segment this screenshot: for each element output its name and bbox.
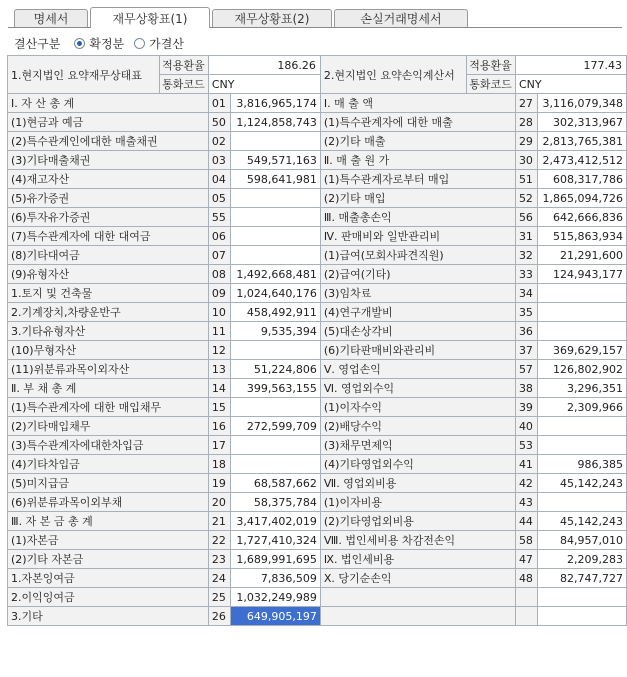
table-row xyxy=(8,379,627,398)
income-item-label: (5)대손상각비 xyxy=(320,322,515,341)
income-item-amount[interactable]: 84,957,010 xyxy=(537,531,626,550)
balance-item-label: (7)특수관계자에 대한 대여금 xyxy=(8,227,209,246)
balance-sheet-title: 1.현지법인 요약재무상태표 xyxy=(8,56,160,94)
income-item-amount[interactable] xyxy=(537,303,626,322)
balance-item-amount[interactable] xyxy=(230,189,320,208)
income-item-label: Ⅲ. 매출총손익 xyxy=(320,208,515,227)
radio-unchecked-icon[interactable] xyxy=(134,38,145,49)
balance-item-label: (1)현금과 예금 xyxy=(8,113,209,132)
income-item-code: 48 xyxy=(515,569,537,588)
income-item-label: (1)이자비용 xyxy=(320,493,515,512)
radio-checked-icon[interactable] xyxy=(74,38,85,49)
balance-item-code: 22 xyxy=(208,531,230,550)
balance-item-amount[interactable] xyxy=(230,246,320,265)
income-item-amount[interactable]: 986,385 xyxy=(537,455,626,474)
balance-item-code: 50 xyxy=(208,113,230,132)
table-row xyxy=(8,170,627,189)
income-item-code: 31 xyxy=(515,227,537,246)
balance-item-amount[interactable]: 1,024,640,176 xyxy=(230,284,320,303)
table-row xyxy=(8,512,627,531)
income-item-code: 35 xyxy=(515,303,537,322)
table-row xyxy=(8,303,627,322)
income-item-label: Ⅹ. 당기순손익 xyxy=(320,569,515,588)
income-item-label: (1)이자수익 xyxy=(320,398,515,417)
income-item-amount[interactable] xyxy=(537,417,626,436)
table-row xyxy=(8,550,627,569)
income-item-amount[interactable] xyxy=(537,322,626,341)
balance-item-amount[interactable]: 58,375,784 xyxy=(230,493,320,512)
balance-item-label: 2.이익잉여금 xyxy=(8,588,209,607)
income-item-label: (1)특수관계자로부터 매입 xyxy=(320,170,515,189)
income-item-code: 58 xyxy=(515,531,537,550)
income-item-code: 57 xyxy=(515,360,537,379)
balance-item-amount[interactable] xyxy=(230,341,320,360)
income-item-amount[interactable]: 2,813,765,381 xyxy=(537,132,626,151)
balance-item-amount[interactable] xyxy=(230,227,320,246)
balance-item-code: 25 xyxy=(208,588,230,607)
balance-item-amount[interactable]: 1,689,991,695 xyxy=(230,550,320,569)
balance-item-code: 18 xyxy=(208,455,230,474)
balance-item-code: 15 xyxy=(208,398,230,417)
balance-item-label: (10)무형자산 xyxy=(8,341,209,360)
table-row xyxy=(8,208,627,227)
income-item-amount[interactable]: 515,863,934 xyxy=(537,227,626,246)
balance-item-label: (9)유형자산 xyxy=(8,265,209,284)
balance-item-code: 07 xyxy=(208,246,230,265)
table-row xyxy=(8,246,627,265)
table-row xyxy=(8,94,627,113)
balance-item-amount[interactable]: 272,599,709 xyxy=(230,417,320,436)
table-row xyxy=(8,227,627,246)
balance-item-label: 2.기계장치,차량운반구 xyxy=(8,303,209,322)
financial-status-grid xyxy=(7,55,627,626)
balance-item-label: Ⅰ. 자 산 총 계 xyxy=(8,94,209,113)
income-item-amount[interactable] xyxy=(537,436,626,455)
balance-item-code: 03 xyxy=(208,151,230,170)
table-row xyxy=(8,417,627,436)
income-item-label: Ⅰ. 매 출 액 xyxy=(320,94,515,113)
income-item-amount[interactable]: 126,802,902 xyxy=(537,360,626,379)
income-statement-title: 2.현지법인 요약손익계산서 xyxy=(320,56,466,94)
balance-item-amount[interactable]: 399,563,155 xyxy=(230,379,320,398)
right-rate-label: 적용환율 xyxy=(467,56,516,75)
table-row xyxy=(8,569,627,588)
income-item-label: (2)급여(기타) xyxy=(320,265,515,284)
balance-item-label: Ⅲ. 자 본 금 총 계 xyxy=(8,512,209,531)
balance-item-code: 12 xyxy=(208,341,230,360)
balance-item-code: 13 xyxy=(208,360,230,379)
left-currency-label: 통화코드 xyxy=(160,75,209,94)
right-rate-value[interactable]: 177.43 xyxy=(515,56,626,75)
income-item-amount[interactable] xyxy=(537,493,626,512)
income-item-amount[interactable]: 608,317,786 xyxy=(537,170,626,189)
balance-item-code: 06 xyxy=(208,227,230,246)
income-item-code xyxy=(515,588,537,607)
balance-item-code: 24 xyxy=(208,569,230,588)
balance-item-code: 23 xyxy=(208,550,230,569)
income-item-code: 42 xyxy=(515,474,537,493)
income-item-code: 33 xyxy=(515,265,537,284)
balance-item-amount[interactable] xyxy=(230,208,320,227)
balance-item-amount[interactable]: 1,124,858,743 xyxy=(230,113,320,132)
balance-item-amount[interactable]: 9,535,394 xyxy=(230,322,320,341)
income-item-amount[interactable] xyxy=(537,588,626,607)
settlement-type-label: 결산구분 xyxy=(14,36,61,51)
balance-item-amount[interactable]: 3,417,402,019 xyxy=(230,512,320,531)
income-item-code: 39 xyxy=(515,398,537,417)
income-item-amount[interactable]: 2,473,412,512 xyxy=(537,151,626,170)
table-row xyxy=(8,113,627,132)
income-item-code: 32 xyxy=(515,246,537,265)
income-item-label: (2)배당수익 xyxy=(320,417,515,436)
income-item-code: 30 xyxy=(515,151,537,170)
income-item-label: (4)연구개발비 xyxy=(320,303,515,322)
income-item-label: (1)급여(모회사파견직원) xyxy=(320,246,515,265)
balance-item-amount[interactable]: 68,587,662 xyxy=(230,474,320,493)
balance-item-label: (8)기타대여금 xyxy=(8,246,209,265)
balance-item-label: (11)위분류과목이외자산 xyxy=(8,360,209,379)
income-item-code: 52 xyxy=(515,189,537,208)
income-item-code: 36 xyxy=(515,322,537,341)
income-item-code: 41 xyxy=(515,455,537,474)
tab-statement[interactable]: 명세서 xyxy=(14,9,88,27)
balance-item-code: 05 xyxy=(208,189,230,208)
tab-loss-transaction[interactable]: 손실거래명세서 xyxy=(334,9,468,27)
income-item-label: Ⅸ. 법인세비용 xyxy=(320,550,515,569)
balance-item-code: 26 xyxy=(208,607,230,626)
table-row xyxy=(8,474,627,493)
balance-item-label: 1.자본잉여금 xyxy=(8,569,209,588)
balance-item-code: 02 xyxy=(208,132,230,151)
income-item-label: Ⅱ. 매 출 원 가 xyxy=(320,151,515,170)
income-item-code: 34 xyxy=(515,284,537,303)
income-item-code: 44 xyxy=(515,512,537,531)
income-item-label: (3)임차료 xyxy=(320,284,515,303)
balance-item-label: (6)위분류과목이외부채 xyxy=(8,493,209,512)
tab-financial-status-2[interactable]: 재무상황표(2) xyxy=(212,9,332,27)
settlement-type-group xyxy=(14,34,194,52)
income-item-code: 27 xyxy=(515,94,537,113)
table-row xyxy=(8,588,627,607)
income-item-label: Ⅳ. 판매비와 일반관리비 xyxy=(320,227,515,246)
income-item-code xyxy=(515,607,537,626)
balance-item-code: 11 xyxy=(208,322,230,341)
balance-item-label: 3.기타 xyxy=(8,607,209,626)
balance-item-code: 17 xyxy=(208,436,230,455)
income-item-amount[interactable]: 369,629,157 xyxy=(537,341,626,360)
table-row xyxy=(8,151,627,170)
income-item-amount[interactable] xyxy=(537,607,626,626)
income-item-amount[interactable]: 302,313,967 xyxy=(537,113,626,132)
balance-item-amount[interactable]: 649,905,197 xyxy=(230,607,320,626)
right-currency-label: 통화코드 xyxy=(467,75,516,94)
tab-financial-status-1[interactable]: 재무상황표(1) xyxy=(90,7,210,28)
balance-item-label: (5)미지급금 xyxy=(8,474,209,493)
income-item-code: 47 xyxy=(515,550,537,569)
table-row xyxy=(8,493,627,512)
balance-item-amount[interactable]: 3,816,965,174 xyxy=(230,94,320,113)
income-item-amount[interactable]: 45,142,243 xyxy=(537,512,626,531)
balance-item-amount[interactable] xyxy=(230,132,320,151)
balance-item-label: (6)투자유가증권 xyxy=(8,208,209,227)
income-item-amount[interactable]: 1,865,094,726 xyxy=(537,189,626,208)
balance-item-amount[interactable]: 458,492,911 xyxy=(230,303,320,322)
balance-item-label: 3.기타유형자산 xyxy=(8,322,209,341)
income-item-code: 56 xyxy=(515,208,537,227)
balance-item-label: (2)기타매입채무 xyxy=(8,417,209,436)
income-item-code: 38 xyxy=(515,379,537,398)
balance-item-label: (3)기타매출채권 xyxy=(8,151,209,170)
table-row xyxy=(8,398,627,417)
income-item-code: 53 xyxy=(515,436,537,455)
balance-item-code: 16 xyxy=(208,417,230,436)
income-item-amount[interactable]: 2,209,283 xyxy=(537,550,626,569)
income-item-code: 37 xyxy=(515,341,537,360)
table-row xyxy=(8,607,627,626)
right-currency-value[interactable]: CNY xyxy=(515,75,626,94)
table-row xyxy=(8,531,627,550)
balance-item-amount[interactable]: 598,641,981 xyxy=(230,170,320,189)
balance-item-amount[interactable]: 1,492,668,481 xyxy=(230,265,320,284)
balance-item-label: (1)특수관계자에 대한 매입채무 xyxy=(8,398,209,417)
settlement-confirmed-label: 확정분 xyxy=(89,36,125,51)
income-item-label: (2)기타 매입 xyxy=(320,189,515,208)
left-currency-value[interactable]: CNY xyxy=(208,75,320,94)
balance-item-code: 20 xyxy=(208,493,230,512)
table-row xyxy=(8,265,627,284)
balance-item-code: 10 xyxy=(208,303,230,322)
balance-item-code: 01 xyxy=(208,94,230,113)
income-item-label: Ⅴ. 영업손익 xyxy=(320,360,515,379)
income-item-label: (6)기타판매비와관리비 xyxy=(320,341,515,360)
income-item-label: (3)채무면제익 xyxy=(320,436,515,455)
income-item-label xyxy=(320,607,515,626)
balance-item-label: (3)특수관계자에대한차입금 xyxy=(8,436,209,455)
balance-item-code: 19 xyxy=(208,474,230,493)
settlement-provisional-option[interactable] xyxy=(134,35,184,52)
income-item-amount[interactable]: 21,291,600 xyxy=(537,246,626,265)
left-rate-label: 적용환율 xyxy=(160,56,209,75)
balance-item-amount[interactable]: 1,032,249,989 xyxy=(230,588,320,607)
income-item-amount[interactable]: 642,666,836 xyxy=(537,208,626,227)
income-item-label: Ⅵ. 영업외수익 xyxy=(320,379,515,398)
income-item-label: (1)특수관계자에 대한 매출 xyxy=(320,113,515,132)
balance-item-amount[interactable]: 1,727,410,324 xyxy=(230,531,320,550)
balance-item-label: (2)기타 자본금 xyxy=(8,550,209,569)
balance-item-label: (5)유가증권 xyxy=(8,189,209,208)
table-row xyxy=(8,132,627,151)
income-item-label: Ⅷ. 법인세비용 차감전손익 xyxy=(320,531,515,550)
tab-bar xyxy=(8,7,622,28)
balance-item-label: (4)기타차입금 xyxy=(8,455,209,474)
settlement-provisional-label: 가결산 xyxy=(149,36,184,51)
income-item-amount[interactable]: 82,747,727 xyxy=(537,569,626,588)
balance-item-amount[interactable]: 51,224,806 xyxy=(230,360,320,379)
settlement-confirmed-option[interactable] xyxy=(74,35,124,52)
income-item-code: 40 xyxy=(515,417,537,436)
table-row xyxy=(8,436,627,455)
balance-item-amount[interactable]: 7,836,509 xyxy=(230,569,320,588)
balance-item-code: 09 xyxy=(208,284,230,303)
table-row xyxy=(8,360,627,379)
balance-item-amount[interactable] xyxy=(230,398,320,417)
balance-item-label: Ⅱ. 부 채 총 계 xyxy=(8,379,209,398)
balance-item-code: 04 xyxy=(208,170,230,189)
balance-item-label: (2)특수관계인에대한 매출채권 xyxy=(8,132,209,151)
balance-item-code: 55 xyxy=(208,208,230,227)
balance-item-label: (1)자본금 xyxy=(8,531,209,550)
balance-item-code: 21 xyxy=(208,512,230,531)
income-item-code: 51 xyxy=(515,170,537,189)
income-item-label: (2)기타 매출 xyxy=(320,132,515,151)
balance-item-amount[interactable] xyxy=(230,436,320,455)
income-item-code: 29 xyxy=(515,132,537,151)
income-item-amount[interactable]: 45,142,243 xyxy=(537,474,626,493)
balance-item-label: 1.토지 및 건축물 xyxy=(8,284,209,303)
income-item-label xyxy=(320,588,515,607)
income-item-amount[interactable]: 3,296,351 xyxy=(537,379,626,398)
balance-item-amount[interactable] xyxy=(230,455,320,474)
table-row xyxy=(8,189,627,208)
balance-item-code: 14 xyxy=(208,379,230,398)
income-item-label: (4)기타영업외수익 xyxy=(320,455,515,474)
table-row xyxy=(8,322,627,341)
income-item-code: 43 xyxy=(515,493,537,512)
left-rate-value[interactable]: 186.26 xyxy=(208,56,320,75)
income-item-code: 28 xyxy=(515,113,537,132)
income-item-label: (2)기타영업외비용 xyxy=(320,512,515,531)
income-item-amount[interactable]: 2,309,966 xyxy=(537,398,626,417)
table-row xyxy=(8,284,627,303)
income-item-amount[interactable] xyxy=(537,284,626,303)
income-item-amount[interactable]: 124,943,177 xyxy=(537,265,626,284)
income-item-amount[interactable]: 3,116,079,348 xyxy=(537,94,626,113)
balance-item-label: (4)재고자산 xyxy=(8,170,209,189)
balance-item-amount[interactable]: 549,571,163 xyxy=(230,151,320,170)
balance-item-code: 08 xyxy=(208,265,230,284)
income-item-label: Ⅶ. 영업외비용 xyxy=(320,474,515,493)
table-row xyxy=(8,455,627,474)
table-row xyxy=(8,341,627,360)
